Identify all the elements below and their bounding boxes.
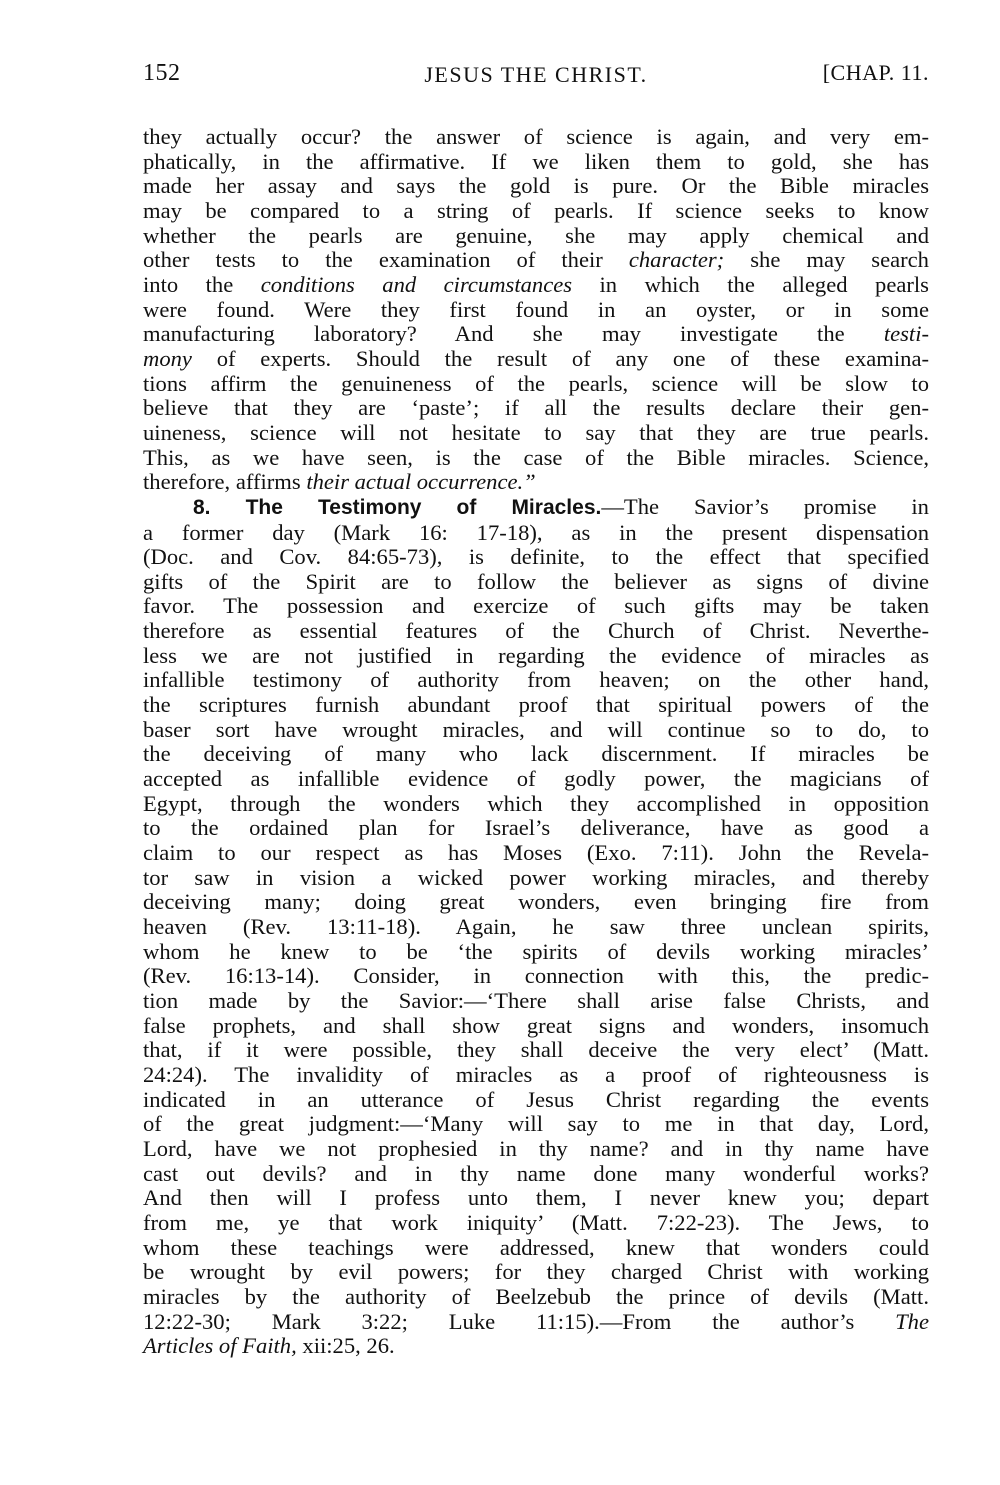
- text-line: gifts of the Spirit are to follow the believer as signs of divine: [143, 568, 929, 594]
- text-line: uineness, science will not hesitate to say that they are true pearls.: [143, 419, 929, 445]
- text-line: deceiving many; doing great wonders, even bringing fire from: [143, 889, 929, 915]
- text-line: they actually occur? the answer of science is again, and very em-: [143, 124, 929, 149]
- text-line: whom these teachings were addressed, knew that wonders could: [143, 1234, 929, 1260]
- text-line: whom he knew to be ‘the spirits of devils working miracles’: [143, 938, 929, 964]
- text-line: This, as we have seen, is the case of the Bible miracles. Science,: [143, 444, 929, 470]
- text-line: infallible testimony of authority from heaven; on the other hand,: [143, 667, 929, 693]
- running-title: JESUS THE CHRIST.: [424, 62, 648, 87]
- italic-text: The: [895, 1308, 929, 1334]
- text-line: into the conditions and circumstances in which the alleged pearls: [143, 271, 929, 297]
- section-heading: 8. The Testimony of Miracles.: [193, 495, 602, 519]
- running-header: [143, 60, 929, 100]
- text-line: believe that they are ‘paste’; if all the results declare their gen-: [143, 395, 929, 421]
- text-line: false prophets, and shall show great signs and wonders, insomuch: [143, 1012, 929, 1038]
- text-line: other tests to the examination of their character; she may search: [143, 247, 929, 273]
- text-line: tions affirm the genuineness of the pearls, science will be slow to: [143, 370, 929, 396]
- text-line: less we are not justified in regarding the evidence of miracles as: [143, 642, 929, 668]
- text-line: from me, ye that work iniquity’ (Matt. 7:22-23). The Jews, to: [143, 1209, 929, 1235]
- italic-text: character;: [628, 247, 725, 273]
- page-number: 152: [143, 60, 181, 86]
- text-line: of the great judgment:—‘Many will say to me in that day, Lord,: [143, 1111, 929, 1137]
- text-line: baser sort have wrought miracles, and will continue so to do, to: [143, 716, 929, 742]
- italic-text: mony: [143, 345, 192, 371]
- text-line: favor. The possession and exercize of such gifts may be taken: [143, 593, 929, 619]
- text-line: the deceiving of many who lack discernment. If miracles be: [143, 741, 929, 767]
- text-line: that, if it were possible, they shall deceive the very elect’ (Matt.: [143, 1037, 929, 1063]
- text-line: Lord, have we not prophesied in thy name? and in thy name have: [143, 1135, 929, 1161]
- text-line: tion made by the Savior:—‘There shall arise false Christs, and: [143, 987, 929, 1013]
- text-line: whether the pearls are genuine, she may apply chemical and: [143, 222, 929, 248]
- text-line: indicated in an utterance of Jesus Christ regarding the events: [143, 1086, 929, 1112]
- text-line: manufacturing laboratory? And she may investigate the testi-: [143, 321, 929, 347]
- text-line: heaven (Rev. 13:11-18). Again, he saw three unclean spirits,: [143, 914, 929, 939]
- chapter-label: [CHAP. 11.: [822, 60, 929, 85]
- body-text: [143, 125, 929, 1359]
- text-line: And then will I profess unto them, I never knew you; depart: [143, 1185, 929, 1211]
- text-line: therefore as essential features of the Church of Christ. Neverthe-: [143, 618, 929, 644]
- text-line: a former day (Mark 16: 17-18), as in the present dispensation: [143, 519, 929, 545]
- text-line: Egypt, through the wonders which they accomplished in opposition: [143, 790, 929, 816]
- text-line: (Rev. 16:13-14). Consider, in connection with this, the predic-: [143, 963, 929, 989]
- text-line: to the ordained plan for Israel’s deliverance, have as good a: [143, 815, 929, 841]
- text-line: miracles by the authority of Beelzebub the prince of devils (Matt.: [143, 1283, 929, 1309]
- italic-text: Articles of Faith,: [143, 1333, 297, 1359]
- text-line: cast out devils? and in thy name done many wonderful works?: [143, 1160, 929, 1186]
- text-line: 12:22-30; Mark 3:22; Luke 11:15).—From the author’s The: [143, 1308, 929, 1334]
- text-line: (Doc. and Cov. 84:65-73), is definite, to the effect that specified: [143, 544, 929, 570]
- text-line: tor saw in vision a wicked power working miracles, and thereby: [143, 864, 929, 890]
- italic-text: testi-: [883, 321, 929, 347]
- text-line: 8. The Testimony of Miracles.—The Savior’s promise in: [193, 493, 929, 519]
- text-line: were found. Were they first found in an oyster, or in some: [143, 296, 929, 322]
- text-line: be wrought by evil powers; for they charged Christ with working: [143, 1259, 929, 1285]
- text-line: mony of experts. Should the result of any one of these examina-: [143, 345, 929, 371]
- text-line: claim to our respect as has Moses (Exo. 7:11). John the Revela-: [143, 840, 929, 866]
- italic-text: conditions and circumstances: [260, 271, 573, 297]
- text-line: accepted as infallible evidence of godly power, the magicians of: [143, 766, 929, 792]
- text-line: the scriptures furnish abundant proof that spiritual powers of the: [143, 692, 929, 718]
- text-line: phatically, in the affirmative. If we liken them to gold, she has: [143, 148, 929, 174]
- italic-text: their actual occurrence.”: [306, 469, 536, 495]
- text-line: may be compared to a string of pearls. If science seeks to know: [143, 197, 929, 223]
- text-line: Articles of Faith, xii:25, 26.: [143, 1333, 395, 1359]
- text-line: 24:24). The invalidity of miracles as a proof of righteousness is: [143, 1061, 929, 1087]
- text-line: made her assay and says the gold is pure. Or the Bible miracles: [143, 173, 929, 199]
- text-line: therefore, affirms their actual occurrence.”: [143, 469, 536, 495]
